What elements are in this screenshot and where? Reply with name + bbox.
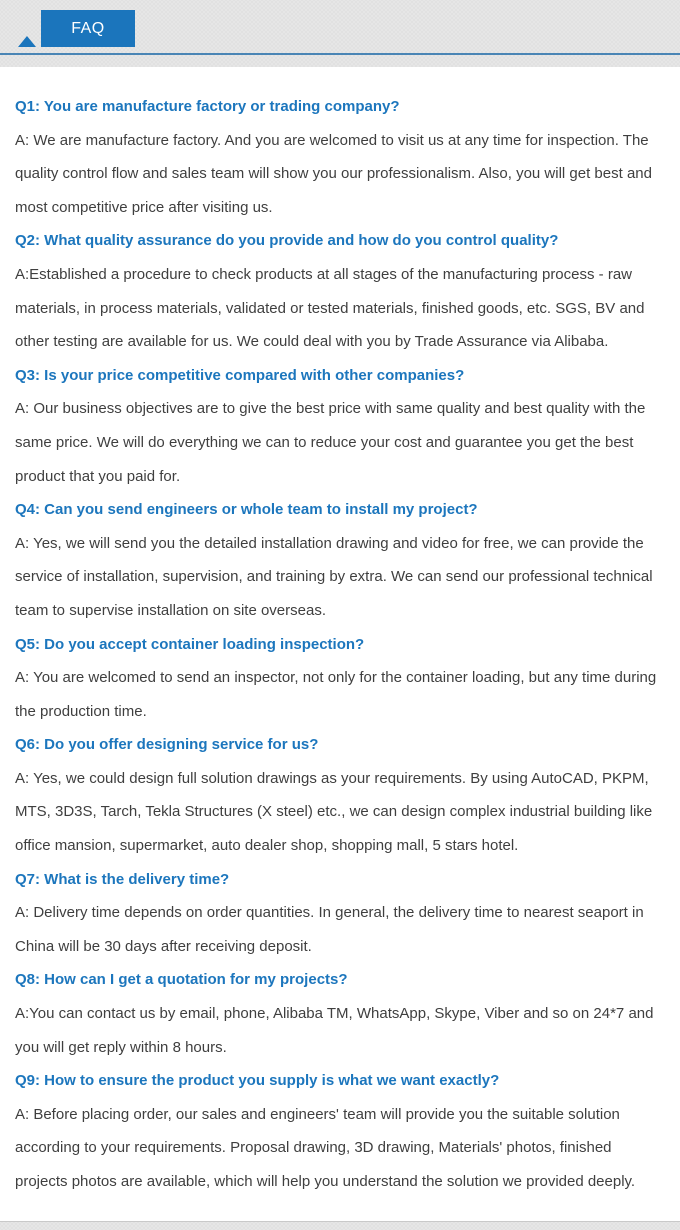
- faq-question: Q7: What is the delivery time?: [15, 870, 230, 888]
- tab-arrow-icon: [18, 36, 36, 47]
- faq-question: Q6: Do you offer designing service for us?: [15, 736, 319, 754]
- faq-answer: A: We are manufacture factory. And you are welcomed to visit us at any time for inspection. The quality control flow and sales team will show you our professionalism. Also, you will get best and most competitive price after visiting us.: [15, 131, 652, 216]
- faq-answer: A:Established a procedure to check products at all stages of the manufacturing process - raw materials, in process materials, validated or tested materials, finished goods, etc. SGS, BV and other testing are available for us. We could deal with you by Trade Assurance via Alibaba.: [15, 265, 645, 351]
- faq-answer: A: You are welcomed to send an inspector, not only for the container loading, but any time during the production time.: [15, 669, 657, 720]
- faq-answer: A: Delivery time depends on order quantities. In general, the delivery time to nearest seaport in China will be 30 days after receiving deposit.: [15, 904, 644, 955]
- faq-answer: A:You can contact us by email, phone, Alibaba TM, WhatsApp, Skype, Viber and so on 24*7 and you will get reply within 8 hours.: [15, 1005, 654, 1056]
- faq-tab[interactable]: FAQ: [41, 10, 135, 47]
- faq-answer: A: Yes, we will send you the detailed installation drawing and video for free, we can provide the service of installation, supervision, and training by extra. We can send our professional technical team to supervise installation on site overseas.: [15, 534, 653, 619]
- faq-question: Q1: You are manufacture factory or trading company?: [15, 98, 400, 115]
- faq-question: Q9: How to ensure the product you supply is what we want exactly?: [15, 1072, 500, 1090]
- faq-question: Q8: How can I get a quotation for my projects?: [15, 971, 348, 989]
- faq-question: Q3: Is your price competitive compared with other companies?: [15, 366, 465, 384]
- header-strip: [0, 0, 680, 67]
- faq-answer: A: Before placing order, our sales and engineers' team will provide you the suitable solution according to your requirements. Proposal drawing, 3D drawing, Materials' photos, finished projects photos are available, which will help you understand the solution we provided deeply.: [15, 1105, 636, 1190]
- faq-question: Q5: Do you accept container loading inspection?: [15, 635, 365, 653]
- footer-strip: [0, 1221, 680, 1230]
- faq-question: Q2: What quality assurance do you provide and how do you control quality?: [15, 232, 559, 250]
- faq-content: [0, 67, 680, 1221]
- faq-answer: A: Our business objectives are to give the best price with same quality and best quality with the same price. We will do everything we can to reduce your cost and guarantee you get the best product that you paid for.: [15, 400, 646, 485]
- faq-question: Q4: Can you send engineers or whole team to install my project?: [15, 501, 478, 519]
- faq-answer: A: Yes, we could design full solution drawings as your requirements. By using AutoCAD, PKPM, MTS, 3D3S, Tarch, Tekla Structures (X steel) etc., we can design complex industrial building like office mansion, supermarket, auto dealer shop, shopping mall, 5 stars hotel.: [15, 769, 653, 855]
- header-divider: [0, 53, 680, 55]
